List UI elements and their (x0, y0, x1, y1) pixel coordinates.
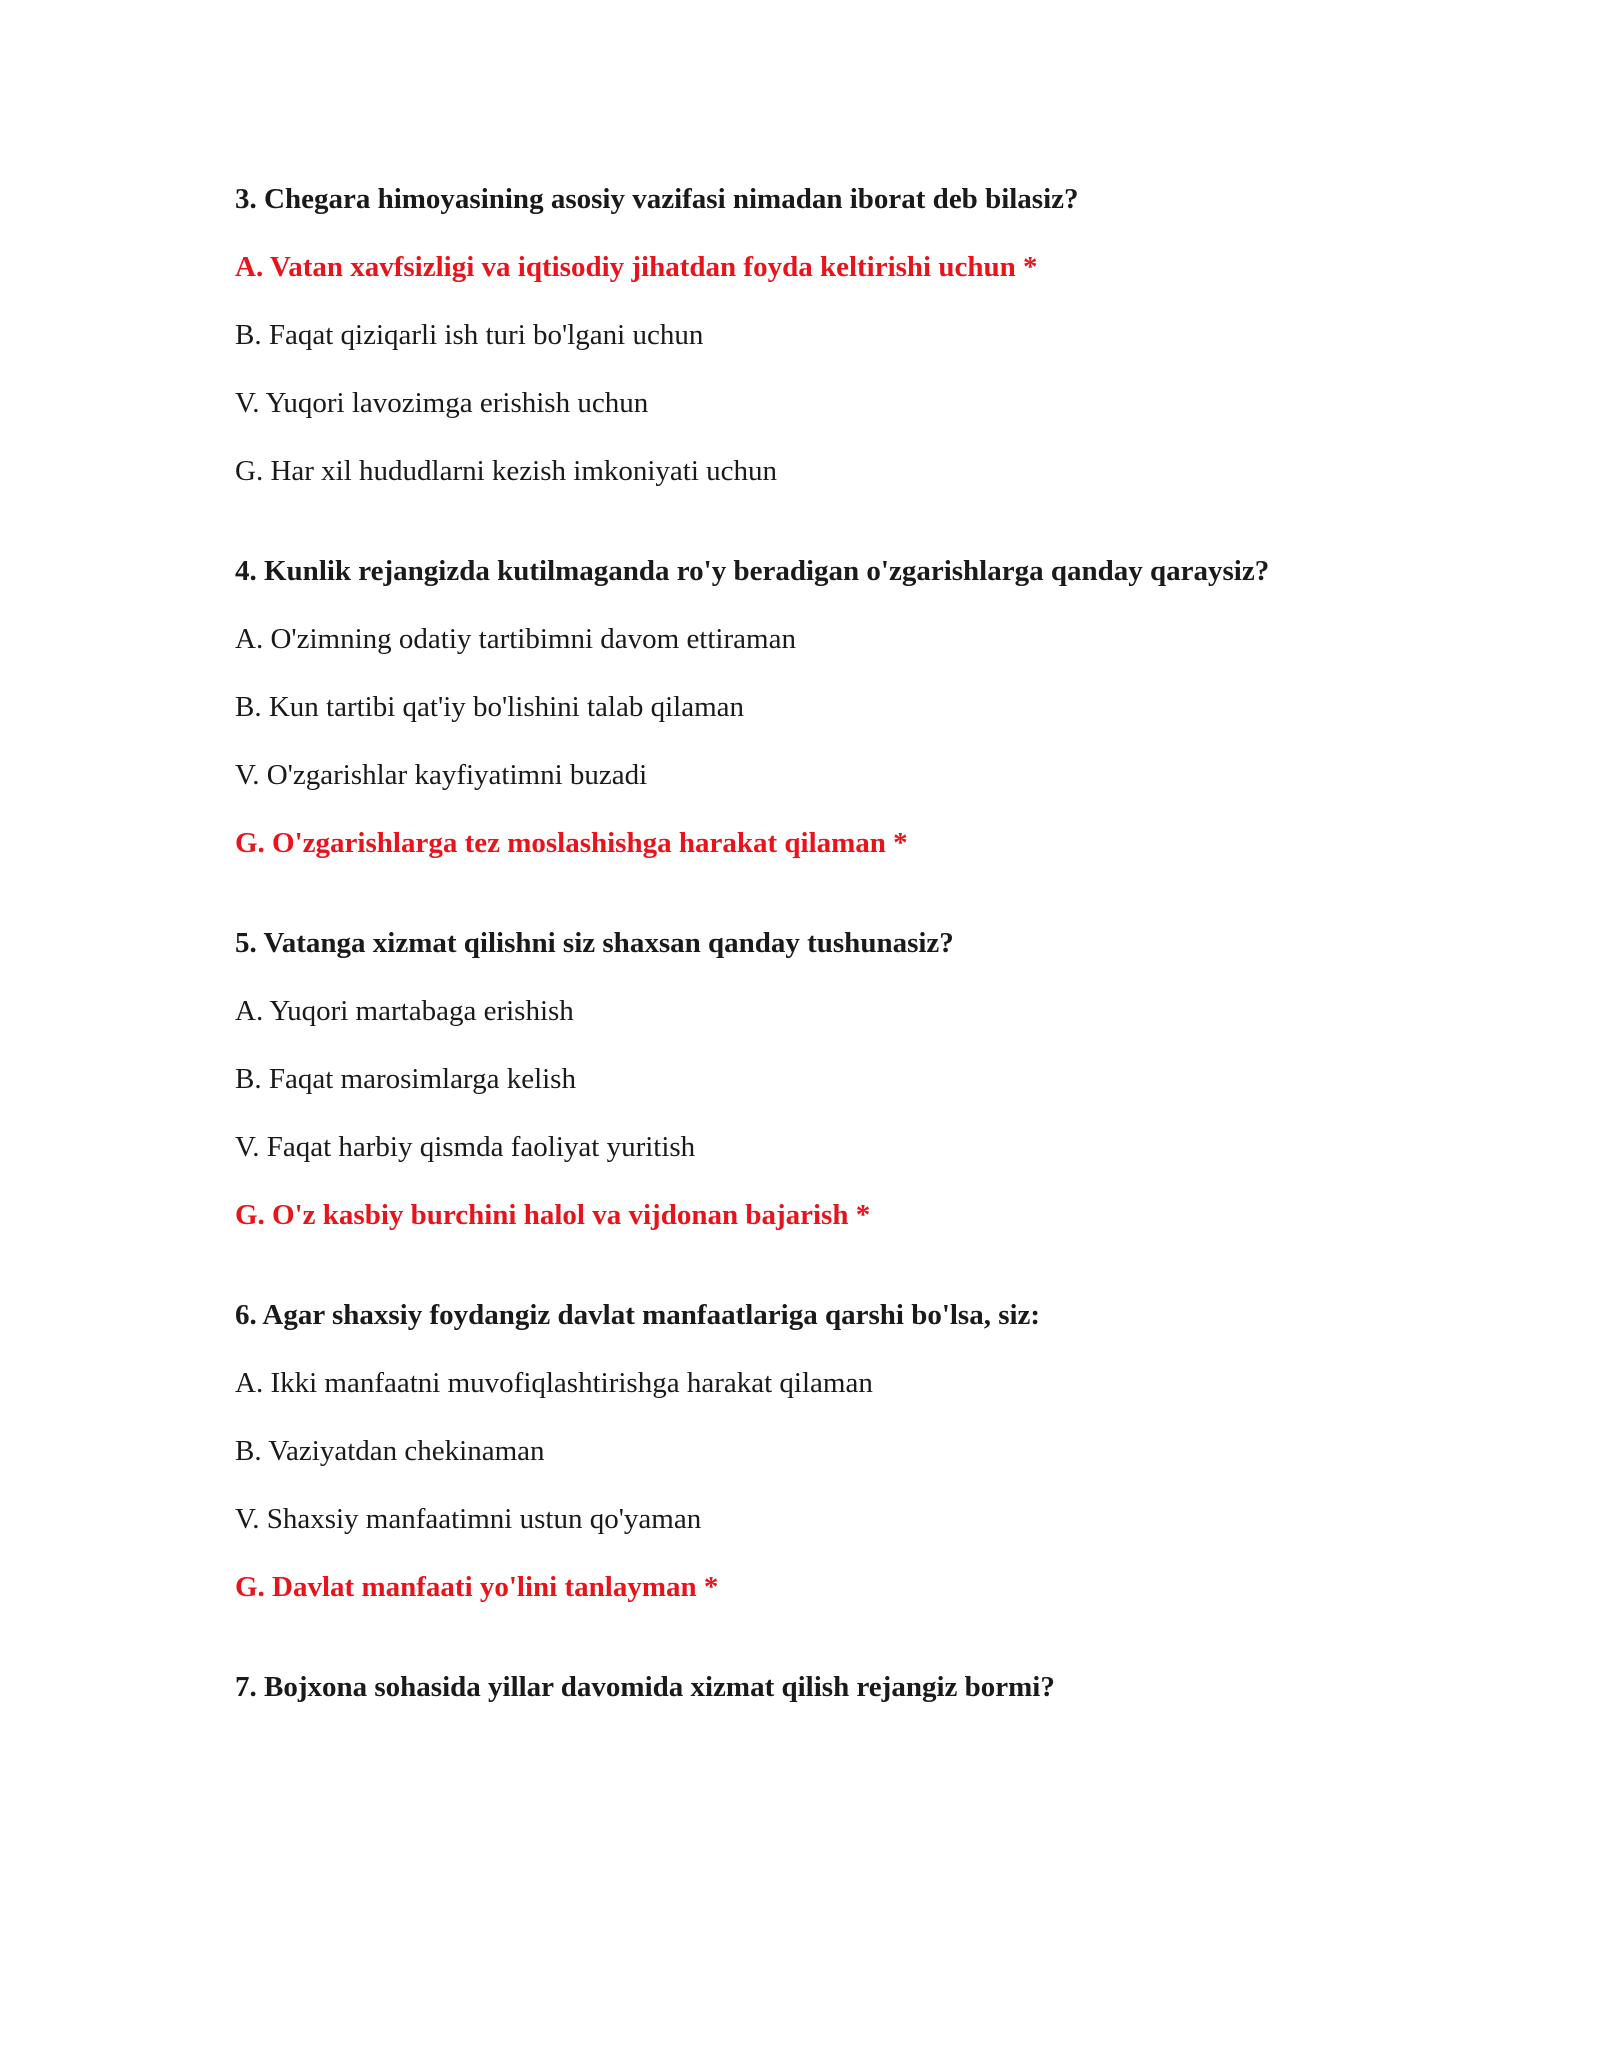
answer-option: B. Faqat qiziqarli ish turi bo'lgani uchun (235, 319, 704, 351)
question-text: 5. Vatanga xizmat qilishni siz shaxsan qanday tushunasiz? (235, 927, 954, 959)
question-3 (235, 182, 1415, 488)
answer-option: B. Vaziyatdan chekinaman (235, 1435, 545, 1467)
answer-option-correct: G. O'z kasbiy burchini halol va vijdonan bajarish * (235, 1199, 871, 1231)
question-4 (235, 554, 1415, 860)
question-text: 3. Chegara himoyasining asosiy vazifasi nimadan iborat deb bilasiz? (235, 183, 1079, 215)
answer-option: V. Shaxsiy manfaatimni ustun qo'yaman (235, 1503, 702, 1535)
answer-option: V. O'zgarishlar kayfiyatimni buzadi (235, 759, 648, 791)
question-text: 7. Bojxona sohasida yillar davomida xizmat qilish rejangiz bormi? (235, 1671, 1055, 1703)
answer-option-correct: A. Vatan xavfsizligi va iqtisodiy jihatdan foyda keltirishi uchun * (235, 251, 1038, 283)
answer-option: A. Yuqori martabaga erishish (235, 995, 574, 1027)
question-7 (235, 1670, 1415, 1704)
answer-option: V. Faqat harbiy qismda faoliyat yuritish (235, 1131, 696, 1163)
answer-option-correct: G. Davlat manfaati yo'lini tanlayman * (235, 1571, 719, 1603)
question-6 (235, 1298, 1415, 1604)
answer-option-correct: G. O'zgarishlarga tez moslashishga harakat qilaman * (235, 827, 908, 859)
question-text: 6. Agar shaxsiy foydangiz davlat manfaatlariga qarshi bo'lsa, siz: (235, 1299, 1041, 1331)
question-text: 4. Kunlik rejangizda kutilmaganda ro'y beradigan o'zgarishlarga qanday qaraysiz? (235, 555, 1270, 587)
answer-option: A. Ikki manfaatni muvofiqlashtirishga harakat qilaman (235, 1367, 873, 1399)
answer-option: B. Kun tartibi qat'iy bo'lishini talab qilaman (235, 691, 745, 723)
answer-option: G. Har xil hududlarni kezish imkoniyati uchun (235, 455, 778, 487)
document-page (235, 182, 1415, 1770)
answer-option: B. Faqat marosimlarga kelish (235, 1063, 576, 1095)
question-5 (235, 926, 1415, 1232)
answer-option: V. Yuqori lavozimga erishish uchun (235, 387, 649, 419)
answer-option: A. O'zimning odatiy tartibimni davom ettiraman (235, 623, 796, 655)
